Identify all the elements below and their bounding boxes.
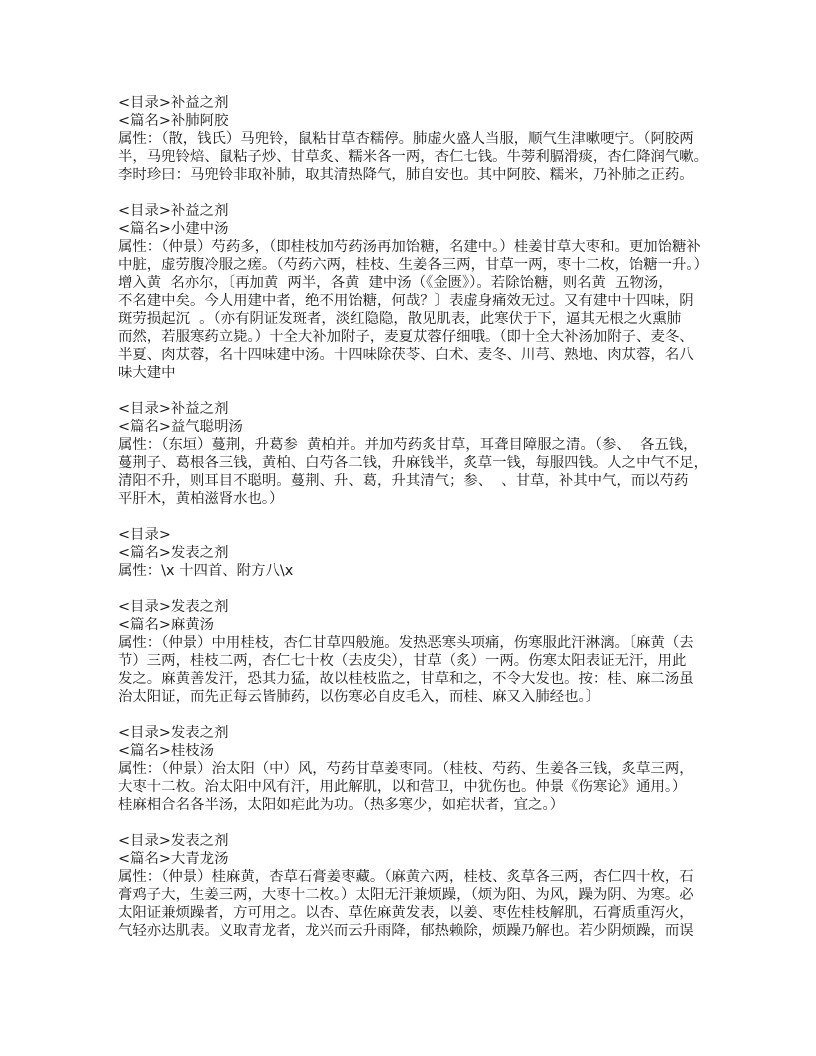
entry-title: <篇名>小建中汤 [118, 221, 229, 237]
entry-title: <篇名>益气聪明汤 [118, 419, 243, 435]
entry-attribute-line: 属性：（东垣）蔓荆，升葛参 黄柏并。并加芍药炙甘草，耳聋目障服之清。（参、 各五钱， [118, 437, 698, 453]
entry-attribute-line: 平肝木，黄柏滋肾水也。） [118, 491, 284, 507]
entry-catalog: <目录>发表之剂 [118, 599, 229, 615]
entry-attribute-line: 半夏、肉苁蓉，名十四味建中汤。十四味除茯苓、白术、麦冬、川芎、熟地、肉苁蓉，名八 [118, 347, 694, 363]
document-entry [118, 526, 708, 580]
entry-title: <篇名>麻黄汤 [118, 617, 215, 633]
entry-attribute-line: 膏鸡子大，生姜三两，大枣十二枚。）太阳无汗兼烦躁，（烦为阳、为风，躁为阴、为寒。必 [118, 887, 694, 903]
entry-attribute-line: 蔓荆子、葛根各三钱，黄柏、白芍各二钱，升麻钱半，炙草一钱，每服四钱。人之中气不足， [118, 455, 709, 471]
entry-attribute-line: 中脏，虚劳腹冷服之瘥。（芍药六两，桂枝、生姜各三两，甘草一两，枣十二枚，饴糖一升。） [118, 257, 709, 273]
document-entry [118, 400, 708, 508]
entry-attribute-line: 气轻亦达肌表。义取青龙者，龙兴而云升雨降，郁热赖除，烦躁乃解也。若少阴烦躁，而误 [118, 923, 694, 939]
entry-attribute-line: 桂麻相合名各半汤，太阳如疟此为功。（热多寒少，如疟状者，宜之。） [118, 797, 565, 813]
entry-attribute-line: 属性：（仲景）芍药多，（即桂枝加芍药汤再加饴糖，名建中。）桂姜甘草大枣和。更加饴糖补 [118, 239, 701, 255]
entry-title: <篇名>桂枝汤 [118, 743, 215, 759]
entry-attribute-line: 属性：（仲景）桂麻黄，杏草石膏姜枣藏。（麻黄六两，桂枝、炙草各三两，杏仁四十枚，石 [118, 869, 694, 885]
entry-title: <篇名>大青龙汤 [118, 851, 229, 867]
entry-catalog: <目录>发表之剂 [118, 833, 229, 849]
entry-catalog: <目录>补益之剂 [118, 401, 229, 417]
entry-title: <篇名>补肺阿胶 [118, 113, 229, 129]
document-entry [118, 94, 708, 184]
entry-attribute-line: 发之。麻黄善发汗，恐其力猛，故以桂枝监之，甘草和之，不令大发也。按：桂、麻二汤虽 [118, 671, 694, 687]
document-entry [118, 832, 708, 940]
entry-attribute-line: 增入黄 名亦尔，〔再加黄 两半，各黄 建中汤（《金匮》）。若除饴糖，则名黄 五物汤， [118, 275, 673, 291]
entry-attribute-line: 属性：\x 十四首、附方八\x [118, 563, 294, 579]
entry-attribute-line: 李时珍曰：马兜铃非取补肺，取其清热降气，肺自安也。其中阿胶、糯米，乃补肺之正药。 [118, 167, 694, 183]
entry-attribute-line: 属性：（仲景）治太阳（中）风，芍药甘草姜枣同。（桂枝、芍药、生姜各三钱，炙草三两， [118, 761, 694, 777]
entry-attribute-line: 属性：（仲景）中用桂枝，杏仁甘草四般施。发热恶寒头项痛，伤寒服此汗淋漓。〔麻黄（去 [118, 635, 694, 651]
entry-title: <篇名>发表之剂 [118, 545, 229, 561]
document-page [118, 94, 708, 958]
entry-attribute-line: 节）三两，桂枝二两，杏仁七十枚（去皮尖），甘草（炙）一两。伤寒太阳表证无汗，用此 [118, 653, 687, 669]
document-entry [118, 598, 708, 706]
entry-attribute-line: 大枣十二枚。治太阳中风有汗，用此解肌，以和营卫，中犹伤也。仲景《伤寒论》通用。） [118, 779, 687, 795]
entry-attribute-line: 清阳不升，则耳目不聪明。蔓荆、升、葛，升其清气；参、 、甘草，补其中气，而以芍药 [118, 473, 689, 489]
entry-catalog: <目录>补益之剂 [118, 95, 229, 111]
document-entry [118, 202, 708, 382]
document-entry [118, 724, 708, 814]
entry-catalog: <目录>补益之剂 [118, 203, 229, 219]
entry-attribute-line: 味大建中 [118, 365, 176, 381]
entry-attribute-line: 属性：（散，钱氏）马兜铃，鼠粘甘草杏糯停。肺虚火盛人当服，顺气生津嗽哽宁。（阿胶两 [118, 131, 694, 147]
entry-attribute-line: 治太阳证，而先正每云皆肺药，以伤寒必自皮毛入，而桂、麻又入肺经也。〕 [118, 689, 601, 705]
entry-attribute-line: 太阳证兼烦躁者，方可用之。以杏、草佐麻黄发表，以姜、枣佐桂枝解肌，石膏质重泻火， [118, 905, 694, 921]
entry-attribute-line: 而然，若服寒药立毙。）十全大补加附子，麦夏苁蓉仔细哦。（即十全大补汤加附子、麦冬、 [118, 329, 694, 345]
entry-attribute-line: 半，马兜铃焙、鼠粘子炒、甘草炙、糯米各一两，杏仁七钱。牛蒡利膈滑痰，杏仁降润气嗽。 [118, 149, 709, 165]
entry-catalog: <目录> [118, 527, 171, 543]
entry-attribute-line: 斑劳损起沉 。（亦有阴证发斑者，淡红隐隐，散见肌表，此寒伏于下，逼其无根之火熏肺 [118, 311, 682, 327]
entry-attribute-line: 不名建中矣。今人用建中者，绝不用饴糖，何哉？〕表虚身痛效无过。又有建中十四味，阴 [118, 293, 694, 309]
entry-catalog: <目录>发表之剂 [118, 725, 229, 741]
